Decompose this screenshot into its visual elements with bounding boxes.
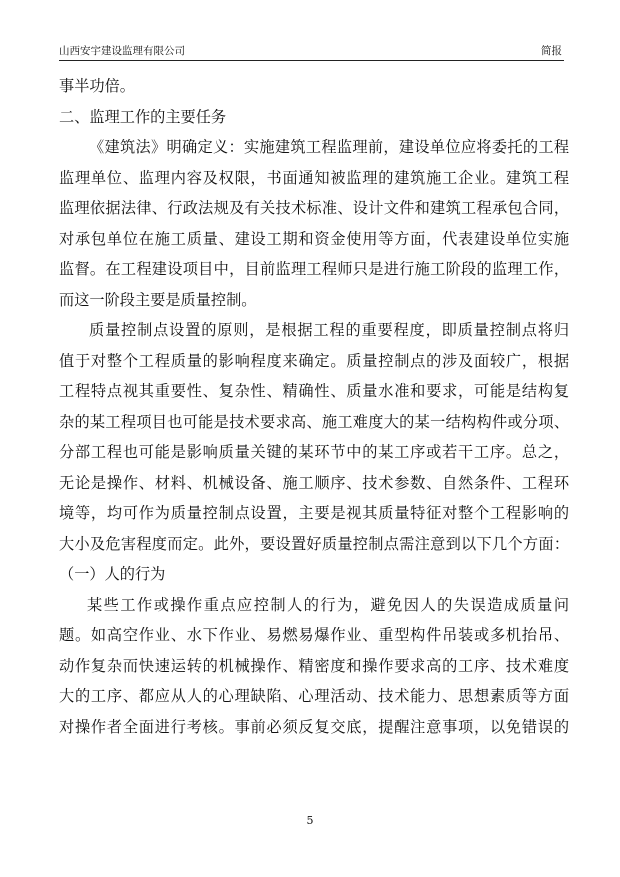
document-type: 简报 — [541, 45, 562, 57]
body-line: 大小及危害程度而定。此外，要设置好质量控制点需注意到以下几个方面： — [59, 534, 569, 553]
body-line: 《建筑法》明确定义：实施建筑工程监理前，建设单位应将委托的工程 — [89, 138, 569, 156]
body-line: 大的工序、都应从人的心理缺陷、心理活动、技术能力、思想素质等方面 — [59, 687, 569, 705]
body-line: 无论是操作、材料、机械设备、施工顺序、技术参数、自然条件、工程环 — [59, 473, 569, 492]
body-line: 事半功倍。 — [59, 77, 135, 95]
body-line: 对操作者全面进行考核。事前必须反复交底，提醒注意事项，以免错误的 — [59, 717, 569, 736]
body-line: 质量控制点设置的原则，是根据工程的重要程度，即质量控制点将归 — [89, 321, 569, 339]
body-line: 而这一阶段主要是质量控制。 — [59, 290, 257, 309]
body-line: 某些工作或操作重点应控制人的行为，避免因人的失误造成质量问 — [87, 595, 569, 614]
body-line: 动作复杂而快速运转的机械操作、精密度和操作要求高的工序、技术难度 — [59, 656, 569, 675]
body-line: 监理依据法律、行政法规及有关技术标准、设计文件和建筑工程承包合同， — [59, 199, 569, 217]
section-heading: 二、监理工作的主要任务 — [59, 107, 227, 126]
company-name: 山西安宇建设监理有限公司 — [59, 45, 185, 57]
page-number: 5 — [306, 814, 314, 827]
body-line: 分部工程也可能是影响质量关键的某环节中的某工序或若干工序。总之， — [59, 443, 569, 461]
body-line: 境等，均可作为质量控制点设置，主要是视其质量特征对整个工程影响的 — [59, 504, 569, 522]
body-line: 监督。在工程建设项目中，目前监理工程师只是进行施工阶段的监理工作， — [59, 260, 569, 278]
body-line: 监理单位、监理内容及权限，书面通知被监理的建筑施工企业。建筑工程 — [59, 168, 569, 187]
body-line: 工程特点视其重要性、复杂性、精确性、质量水准和要求，可能是结构复 — [59, 382, 569, 400]
body-line: 题。如高空作业、水下作业、易燃易爆作业、重型构件吊装或多机抬吊、 — [59, 626, 569, 644]
page-header — [59, 40, 564, 61]
body-line: 对承包单位在施工质量、建设工期和资金使用等方面，代表建设单位实施 — [59, 229, 569, 248]
body-line: 值于对整个工程质量的影响程度来确定。质量控制点的涉及面较广，根据 — [59, 351, 569, 370]
document-body — [59, 71, 569, 742]
body-line: 杂的某工程项目也可能是技术要求高、施工难度大的某一结构构件或分项、 — [59, 412, 569, 431]
subsection-heading: （一）人的行为 — [59, 565, 166, 583]
